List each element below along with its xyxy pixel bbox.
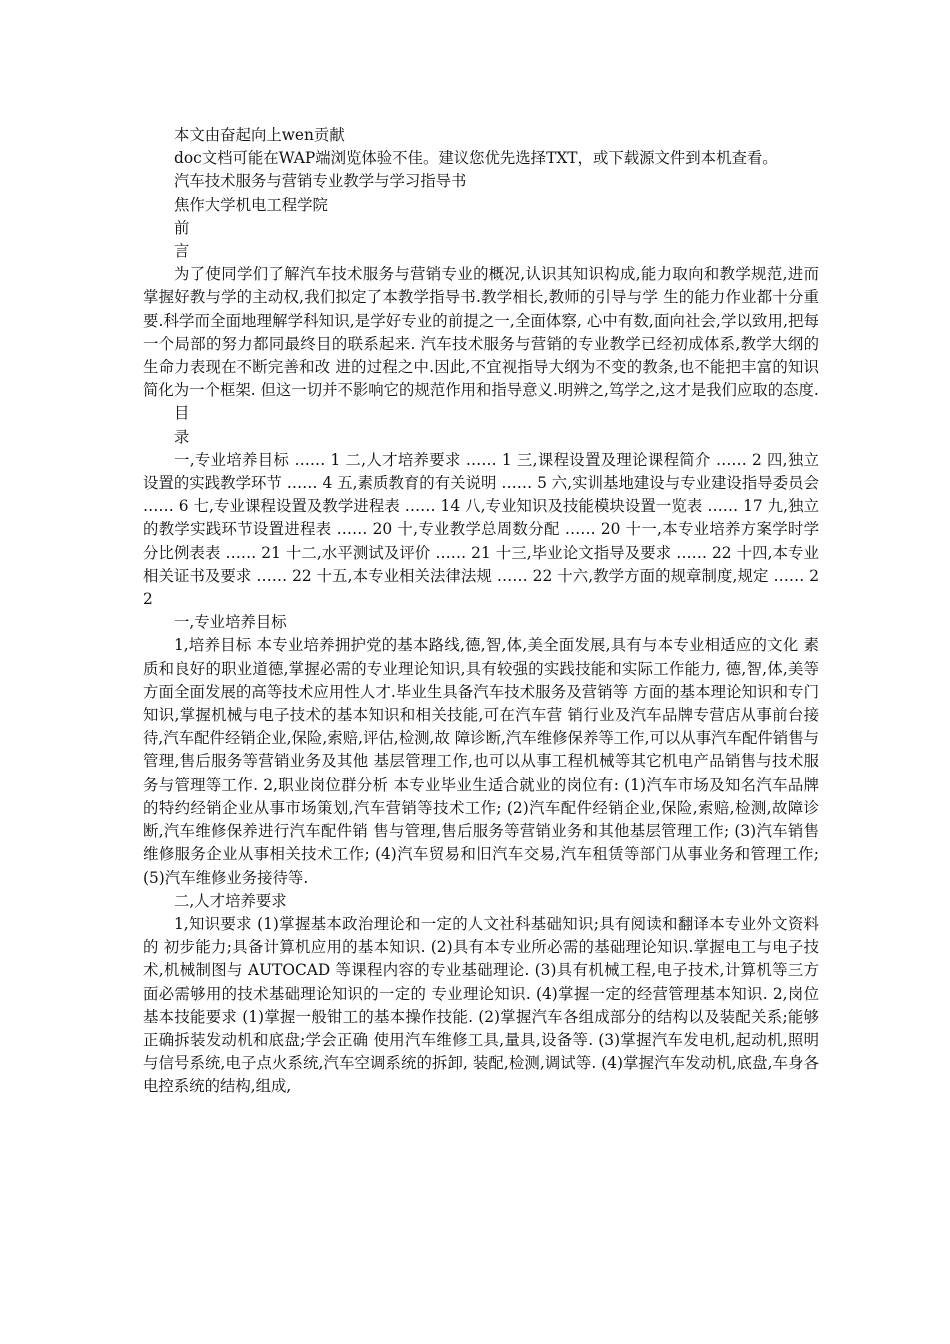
toc-heading-char-2: 录 (174, 427, 190, 446)
document-title: 汽车技术服务与营销专业教学与学习指导书 (174, 172, 467, 191)
preface-paragraph: 为了使同学们了解汽车技术服务与营销专业的概况,认识其知识构成,能力取向和教学规范,进而掌握好教与学的主动权,我们拟定了本教学指导书.教学相长,教师的引导与学 生的能力作业都十分重要.科学而全面地理解学科知识,是学好专业的前提之一,全面体察, 心中有数,面向社会,学以致用,把每一个局部的努力都同最终目的联系起来. 汽车技术服务与营销的专业教学已经初成体系,教学大纲的生命力表现在不断完善和改 进的过程之中.因此,不宜视指导大纲为不变的教条,也不能把丰富的知识简化为一个框架. 但这一切并不影响它的规范作用和指导意义.明辨之,笃学之,这才是我们应取的态度. (143, 265, 819, 400)
toc-heading-char-1: 目 (174, 404, 190, 423)
contributor-line: 本文由奋起向上wen贡献 (174, 126, 345, 144)
section-1-heading: 一,专业培养目标 (174, 613, 287, 632)
preface-heading-char-1: 前 (174, 218, 190, 237)
browse-notice-line: doc文档可能在WAP端浏览体验不佳。建议您优先选择TXT，或下载源文件到本机查看。 (174, 149, 778, 168)
section-2-paragraph: 1,知识要求 (1)掌握基本政治理论和一定的人文社科基础知识;具有阅读和翻译本专业外文资料的 初步能力;具备计算机应用的基本知识. (2)具有本专业所必需的基础理论知识.掌握电工与电子技术,机械制图与 AUTOCAD 等课程内容的专业基础理论. (3)具有机械工程,电子技术,计算机等三方面必需够用的技术基础理论知识的一定的 专业理论知识. (4)掌握一定的经营管理基本知识. 2,岗位基本技能要求 (1)掌握一般钳工的基本操作技能. (2)掌握汽车各组成部分的结构以及装配关系;能够正确拆装发动机和底盘;学会正确 使用汽车维修工具,量具,设备等. (3)掌握汽车发电机,起动机,照明与信号系统,电子点火系统,汽车空调系统的拆卸, 装配,检测,调试等. (4)掌握汽车发动机,底盘,车身各电控系统的结构,组成, (143, 914, 819, 1096)
section-1-paragraph: 1,培养目标 本专业培养拥护党的基本路线,德,智,体,美全面发展,具有与本专业相适应的文化 素质和良好的职业道德,掌握必需的专业理论知识,具有较强的实践技能和实际工作能力, 德,智,体,美等方面全面发展的高等技术应用性人才.毕业生具备汽车技术服务及营销等 方面的基本理论知识和专门知识,掌握机械与电子技术的基本知识和相关技能,可在汽车营 销行业及汽车品牌专营店从事前台接待,汽车配件经销企业,保险,索赔,评估,检测,故 障诊断,汽车维修保养等工作,可以从事汽车配件销售与管理,售后服务等营销业务及其他 基层管理工作,也可以从事工程机械等其它机电产品销售与技术服务与管理等工作. 2,职业岗位群分析 本专业毕业生适合就业的岗位有: (1)汽车市场及知名汽车品牌的特约经销企业从事市场策划,汽车营销等技术工作; (2)汽车配件经销企业,保险,索赔,检测,故障诊断,汽车维修保养进行汽车配件销 售与管理,售后服务等营销业务和其他基层管理工作; (3)汽车销售维修服务企业从事相关技术工作; (4)汽车贸易和旧汽车交易,汽车租赁等部门从事业务和管理工作; (5)汽车维修业务接待等. (143, 636, 819, 887)
preface-heading-char-2: 言 (174, 242, 190, 261)
institution-name: 焦作大学机电工程学院 (174, 195, 328, 214)
table-of-contents: 一,专业培养目标 …… 1 二,人才培养要求 …… 1 三,课程设置及理论课程简介 …… 2 四,独立设置的实践教学环节 …… 4 五,素质教育的有关说明 …… 5 六,实训基地建设与专业建设指导委员会 …… 6 七,专业课程设置及教学进程表 …… 14 八,专业知识及技能模块设置一览表 …… 17 九,独立的教学实践环节设置进程表 …… 20 十,专业教学总周数分配 …… 20 十一,本专业培养方案学时学分比例表表 …… 21 十二,水平测试及评价 …… 21 十三,毕业论文指导及要求 …… 22 十四,本专业相关证书及要求 …… 22 十五,本专业相关法律法规 …… 22 十六,教学方面的规章制度,规定 …… 22 (143, 450, 819, 609)
document-body (143, 124, 819, 1099)
section-2-heading: 二,人才培养要求 (174, 891, 287, 910)
